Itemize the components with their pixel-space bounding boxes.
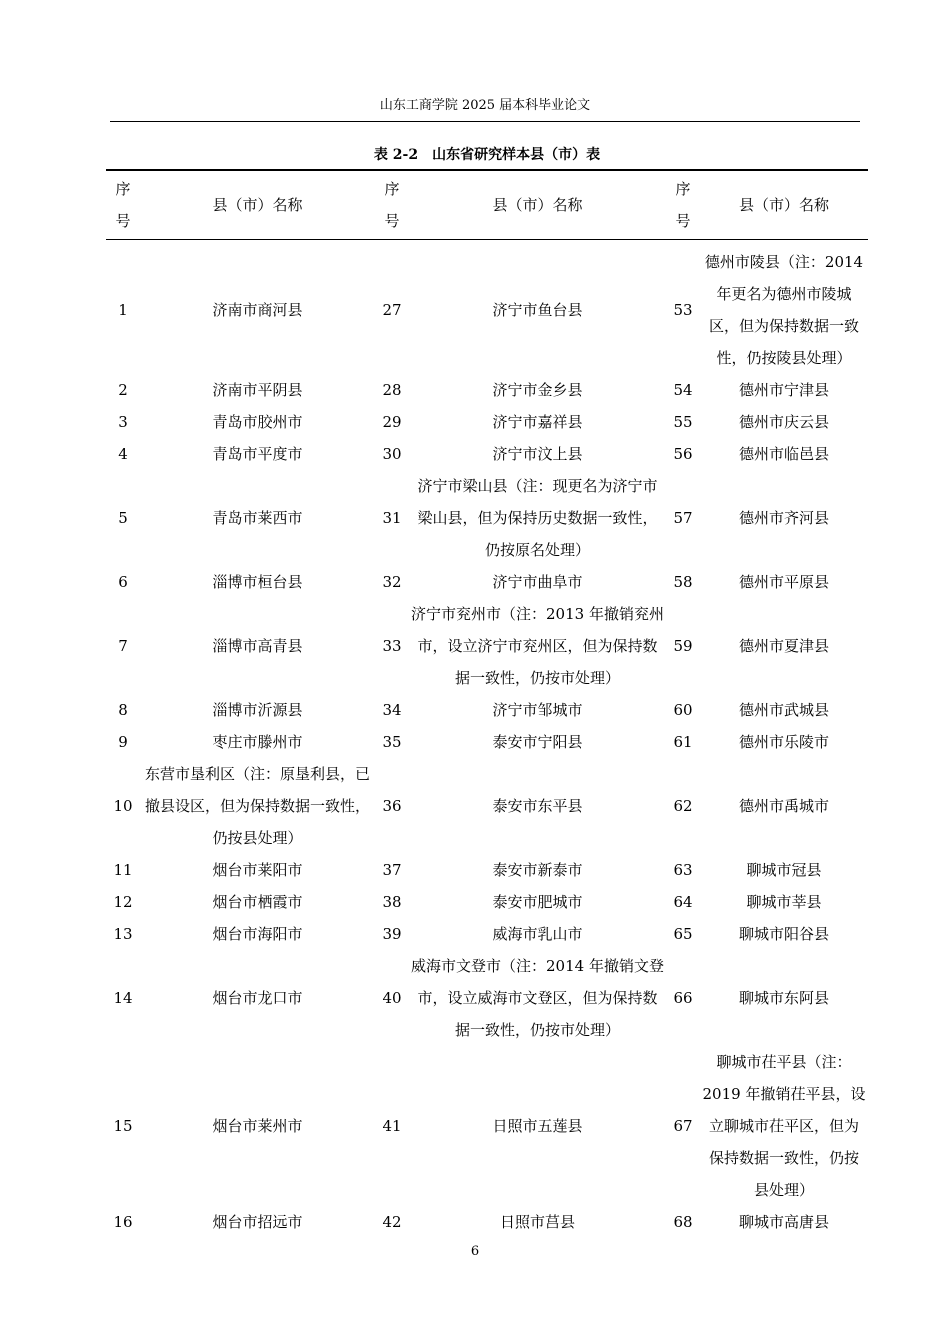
row-number-cell: 8	[118, 701, 128, 719]
county-name-cell: 聊城市茌平县（注：2019 年撤销茌平县，设立聊城市茌平区，但为保持数据一致性，仍按县处理）	[702, 1053, 866, 1199]
row-number-cell: 11	[113, 861, 133, 879]
row-number-cell: 54	[673, 381, 693, 399]
county-name-cell: 淄博市高青县	[212, 637, 303, 655]
county-name-cell: 淄博市桓台县	[212, 573, 303, 591]
row-number-cell: 62	[673, 797, 693, 815]
county-name-cell: 泰安市东平县	[492, 797, 583, 815]
row-number-cell: 3	[118, 413, 128, 431]
county-name-cell: 德州市齐河县	[738, 509, 829, 527]
county-name-cell: 济宁市兖州市（注：2013 年撤销兖州市，设立济宁市兖州区，但为保持数据一致性，仍按市处理）	[411, 605, 664, 687]
table-row	[106, 758, 868, 854]
table-row	[106, 240, 868, 375]
county-name-cell: 聊城市冠县	[746, 861, 822, 879]
county-name-cell: 烟台市龙口市	[212, 989, 303, 1007]
county-name-cell: 德州市禹城市	[738, 797, 829, 815]
county-name-cell: 济宁市鱼台县	[492, 301, 583, 319]
table-row	[106, 918, 868, 950]
county-name-cell: 德州市武城县	[738, 701, 829, 719]
county-name-cell: 枣庄市滕州市	[212, 733, 303, 751]
column-header-number: 序 号	[106, 170, 140, 240]
county-name-cell: 青岛市平度市	[212, 445, 303, 463]
table-row	[106, 374, 868, 406]
county-name-cell: 济宁市金乡县	[492, 381, 583, 399]
county-name-cell: 德州市宁津县	[738, 381, 829, 399]
row-number-cell: 41	[382, 1117, 402, 1135]
county-name-cell: 聊城市莘县	[746, 893, 822, 911]
table-caption	[106, 144, 868, 166]
row-number-cell: 1	[118, 301, 128, 319]
county-name-cell: 烟台市海阳市	[212, 925, 303, 943]
county-name-cell: 日照市莒县	[499, 1213, 575, 1231]
table-row	[106, 950, 868, 1046]
county-name-cell: 聊城市高唐县	[738, 1213, 829, 1231]
table-caption-number: 表 2-2	[373, 147, 419, 163]
row-number-cell: 13	[113, 925, 133, 943]
county-name-cell: 济南市商河县	[212, 301, 303, 319]
row-number-cell: 68	[673, 1213, 693, 1231]
row-number-cell: 67	[673, 1117, 693, 1135]
column-header-number: 序 号	[375, 170, 409, 240]
row-number-cell: 6	[118, 573, 128, 591]
table-row	[106, 1206, 868, 1238]
row-number-cell: 35	[382, 733, 402, 751]
row-number-cell: 66	[673, 989, 693, 1007]
row-number-cell: 53	[673, 301, 693, 319]
row-number-cell: 7	[118, 637, 128, 655]
row-number-cell: 55	[673, 413, 693, 431]
row-number-cell: 9	[118, 733, 128, 751]
county-name-cell: 日照市五莲县	[492, 1117, 583, 1135]
county-name-cell: 德州市临邑县	[738, 445, 829, 463]
county-name-cell: 泰安市宁阳县	[492, 733, 583, 751]
column-header-name: 县（市）名称	[140, 170, 375, 240]
row-number-cell: 58	[673, 573, 693, 591]
county-name-cell: 青岛市莱西市	[212, 509, 303, 527]
column-header-number: 序 号	[666, 170, 700, 240]
table-row	[106, 598, 868, 694]
row-number-cell: 14	[113, 989, 133, 1007]
county-name-cell: 济宁市汶上县	[492, 445, 583, 463]
row-number-cell: 40	[382, 989, 402, 1007]
table-row	[106, 886, 868, 918]
county-name-cell: 济宁市梁山县（注：现更名为济宁市梁山县，但为保持历史数据一致性，仍按原名处理）	[417, 477, 658, 559]
row-number-cell: 32	[382, 573, 402, 591]
row-number-cell: 60	[673, 701, 693, 719]
running-header: 山东工商学院 2025 届本科毕业论文	[379, 98, 591, 113]
row-number-cell: 57	[673, 509, 693, 527]
table-body	[106, 240, 868, 1239]
county-name-cell: 泰安市肥城市	[492, 893, 583, 911]
county-name-cell: 青岛市胶州市	[212, 413, 303, 431]
row-number-cell: 65	[673, 925, 693, 943]
row-number-cell: 16	[113, 1213, 133, 1231]
row-number-cell: 27	[382, 301, 402, 319]
row-number-cell: 64	[673, 893, 693, 911]
table-row	[106, 854, 868, 886]
county-name-cell: 烟台市招远市	[212, 1213, 303, 1231]
county-name-cell: 泰安市新泰市	[492, 861, 583, 879]
table-row	[106, 438, 868, 470]
county-name-cell: 威海市文登市（注：2014 年撤销文登市，设立威海市文登区，但为保持数据一致性，仍按市处理）	[411, 957, 664, 1039]
column-header-name: 县（市）名称	[409, 170, 666, 240]
row-number-cell: 5	[118, 509, 128, 527]
county-name-cell: 德州市陵县（注：2014 年更名为德州市陵城区，但为保持数据一致性，仍按陵县处理）	[704, 253, 864, 367]
table-row	[106, 566, 868, 598]
row-number-cell: 15	[113, 1117, 133, 1135]
table-caption-title: 山东省研究样本县（市）表	[432, 147, 601, 163]
table-row	[106, 726, 868, 758]
row-number-cell: 12	[113, 893, 133, 911]
county-name-cell: 烟台市栖霞市	[212, 893, 303, 911]
row-number-cell: 39	[382, 925, 402, 943]
county-name-cell: 东营市垦利区（注：原垦利县，已撤县设区，但为保持数据一致性，仍按县处理）	[144, 765, 370, 847]
row-number-cell: 38	[382, 893, 402, 911]
row-number-cell: 30	[382, 445, 402, 463]
row-number-cell: 61	[673, 733, 693, 751]
row-number-cell: 28	[382, 381, 402, 399]
column-header-name: 县（市）名称	[700, 170, 868, 240]
table-header-row	[106, 170, 868, 240]
header-rule	[110, 121, 860, 122]
row-number-cell: 2	[118, 381, 128, 399]
row-number-cell: 36	[382, 797, 402, 815]
row-number-cell: 34	[382, 701, 402, 719]
county-name-cell: 烟台市莱阳市	[212, 861, 303, 879]
table-row	[106, 1046, 868, 1206]
county-name-cell: 德州市庆云县	[738, 413, 829, 431]
row-number-cell: 29	[382, 413, 402, 431]
table-row	[106, 406, 868, 438]
page-number: 6	[470, 1244, 480, 1259]
county-name-cell: 济宁市嘉祥县	[492, 413, 583, 431]
county-name-cell: 济宁市邹城市	[492, 701, 583, 719]
row-number-cell: 42	[382, 1213, 402, 1231]
county-name-cell: 济宁市曲阜市	[492, 573, 583, 591]
row-number-cell: 56	[673, 445, 693, 463]
county-name-cell: 聊城市东阿县	[738, 989, 829, 1007]
sample-county-table	[106, 169, 868, 1238]
county-name-cell: 威海市乳山市	[492, 925, 583, 943]
table-row	[106, 694, 868, 726]
row-number-cell: 31	[382, 509, 402, 527]
row-number-cell: 4	[118, 445, 128, 463]
row-number-cell: 33	[382, 637, 402, 655]
row-number-cell: 10	[113, 797, 133, 815]
table-row	[106, 470, 868, 566]
county-name-cell: 济南市平阴县	[212, 381, 303, 399]
county-name-cell: 烟台市莱州市	[212, 1117, 303, 1135]
row-number-cell: 37	[382, 861, 402, 879]
county-name-cell: 德州市平原县	[738, 573, 829, 591]
county-name-cell: 聊城市阳谷县	[738, 925, 829, 943]
row-number-cell: 59	[673, 637, 693, 655]
county-name-cell: 淄博市沂源县	[212, 701, 303, 719]
county-name-cell: 德州市乐陵市	[738, 733, 829, 751]
row-number-cell: 63	[673, 861, 693, 879]
county-name-cell: 德州市夏津县	[738, 637, 829, 655]
